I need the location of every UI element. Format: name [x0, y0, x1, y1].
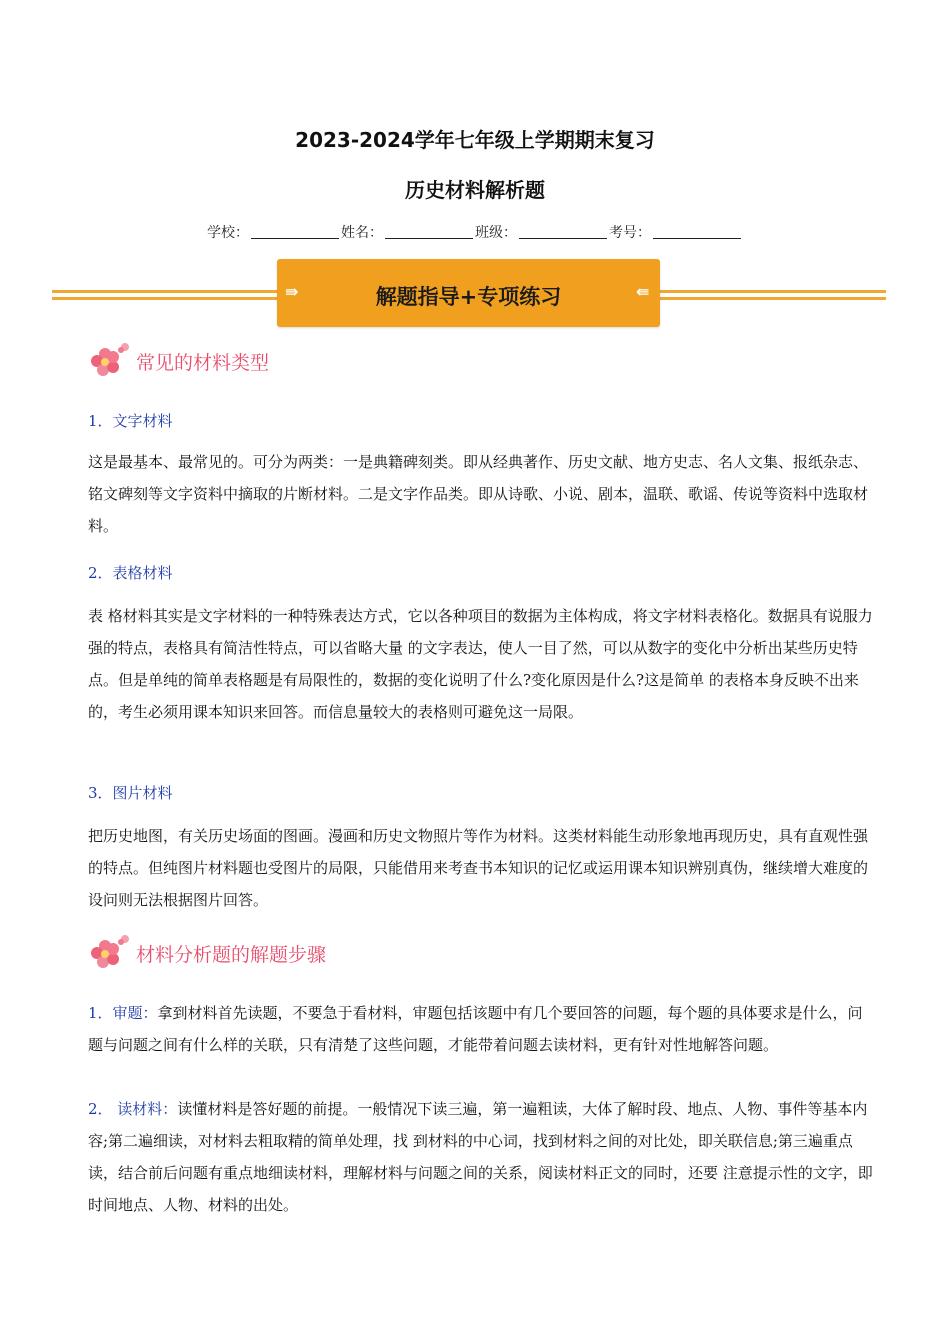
name-label: 姓名： [341, 225, 383, 241]
step-read-material [88, 1093, 873, 1221]
document-subtitle: 历史材料解析题 [405, 178, 545, 202]
banner-rule-left-top [52, 290, 277, 293]
section-title: 材料分析题的解题步骤 [136, 944, 327, 966]
name-blank [385, 224, 473, 239]
flower-icon [88, 932, 134, 972]
step-review-question [88, 997, 873, 1061]
step-text: 拿到材料首先读题，不要急于看材料，审题包括该题中有几个要回答的问题，每个题的具体要求是什么，问题与问题之间有什么样的关联，只有清楚了这些问题，才能带着问题去读材料，更有针对性地解答问题。 [88, 1004, 863, 1054]
step-label: 1．审题： [88, 1004, 158, 1022]
section-heading-solving-steps [88, 932, 388, 972]
number-blank [653, 224, 741, 239]
document-title: 2023-2024学年七年级上学期期末复习 [295, 128, 655, 152]
item-title-text-material: 1．文字材料 [88, 412, 173, 430]
banner-rule-right-bottom [660, 297, 886, 300]
item-title-picture-material: 3．图片材料 [88, 784, 173, 802]
arrow-right-icon: ⇛ [285, 282, 299, 301]
section-heading-material-types [88, 340, 388, 380]
class-label: 班级： [475, 225, 517, 241]
section-banner [277, 259, 660, 327]
step-text: 读懂材料是答好题的前提。一般情况下读三遍，第一遍粗读，大体了解时段、地点、人物、事件等基本内容;第二遍细读，对材料去粗取精的简单处理，找 到材料的中心词，找到材料之间的对比处，即关联信息;第三遍重点读，结合前后问题有重点地细读材料，理解材料与问题之间的关系，阅读材料正文的同时，还要 注意提示性的文字，即时间地点、人物、材料的出处。 [88, 1100, 873, 1214]
banner-rule-left-bottom [52, 297, 277, 300]
school-blank [251, 224, 339, 239]
flower-icon [88, 340, 134, 380]
number-label: 考号： [609, 225, 651, 241]
item-text-picture-material: 把历史地图，有关历史场面的图画。漫画和历史文物照片等作为材料。这类材料能生动形象地再现历史，具有直观性强的特点。但纯图片材料题也受图片的局限，只能借用来考查书本知识的记忆或运用课本知识辨别真伪，继续增大难度的设问则无法根据图片回答。 [88, 827, 869, 909]
banner-label: 解题指导+专项练习 [375, 285, 562, 309]
arrow-left-icon: ⇚ [636, 282, 650, 301]
student-info-row [0, 222, 950, 242]
class-blank [519, 224, 607, 239]
school-label: 学校： [207, 225, 249, 241]
item-text-table-material: 表 格材料其实是文字材料的一种特殊表达方式，它以各种项目的数据为主体构成，将文字材料表格化。数据具有说服力强的特点，表格具有简洁性特点，可以省略大量 的文字表达，使人一目了然，可以从数字的变化中分析出某些历史特点。但是单纯的简单表格题是有局限性的，数据的变化说明了什么?变化原因是什么?这是简单 的表格本身反映不出来的，考生必须用课本知识来回答。而信息量较大的表格则可避免这一局限。 [88, 607, 873, 721]
step-label: 2． 读材料： [88, 1100, 178, 1118]
section-title: 常见的材料类型 [136, 352, 270, 374]
item-text-text-material: 这是最基本、最常见的。可分为两类：一是典籍碑刻类。即从经典著作、历史文献、地方史志、名人文集、报纸杂志、铭文碑刻等文字资料中摘取的片断材料。二是文字作品类。即从诗歌、小说、剧本，温联、歌谣、传说等资料中选取材料。 [88, 453, 869, 535]
banner-rule-right-top [660, 290, 886, 293]
item-title-table-material: 2．表格材料 [88, 564, 173, 582]
